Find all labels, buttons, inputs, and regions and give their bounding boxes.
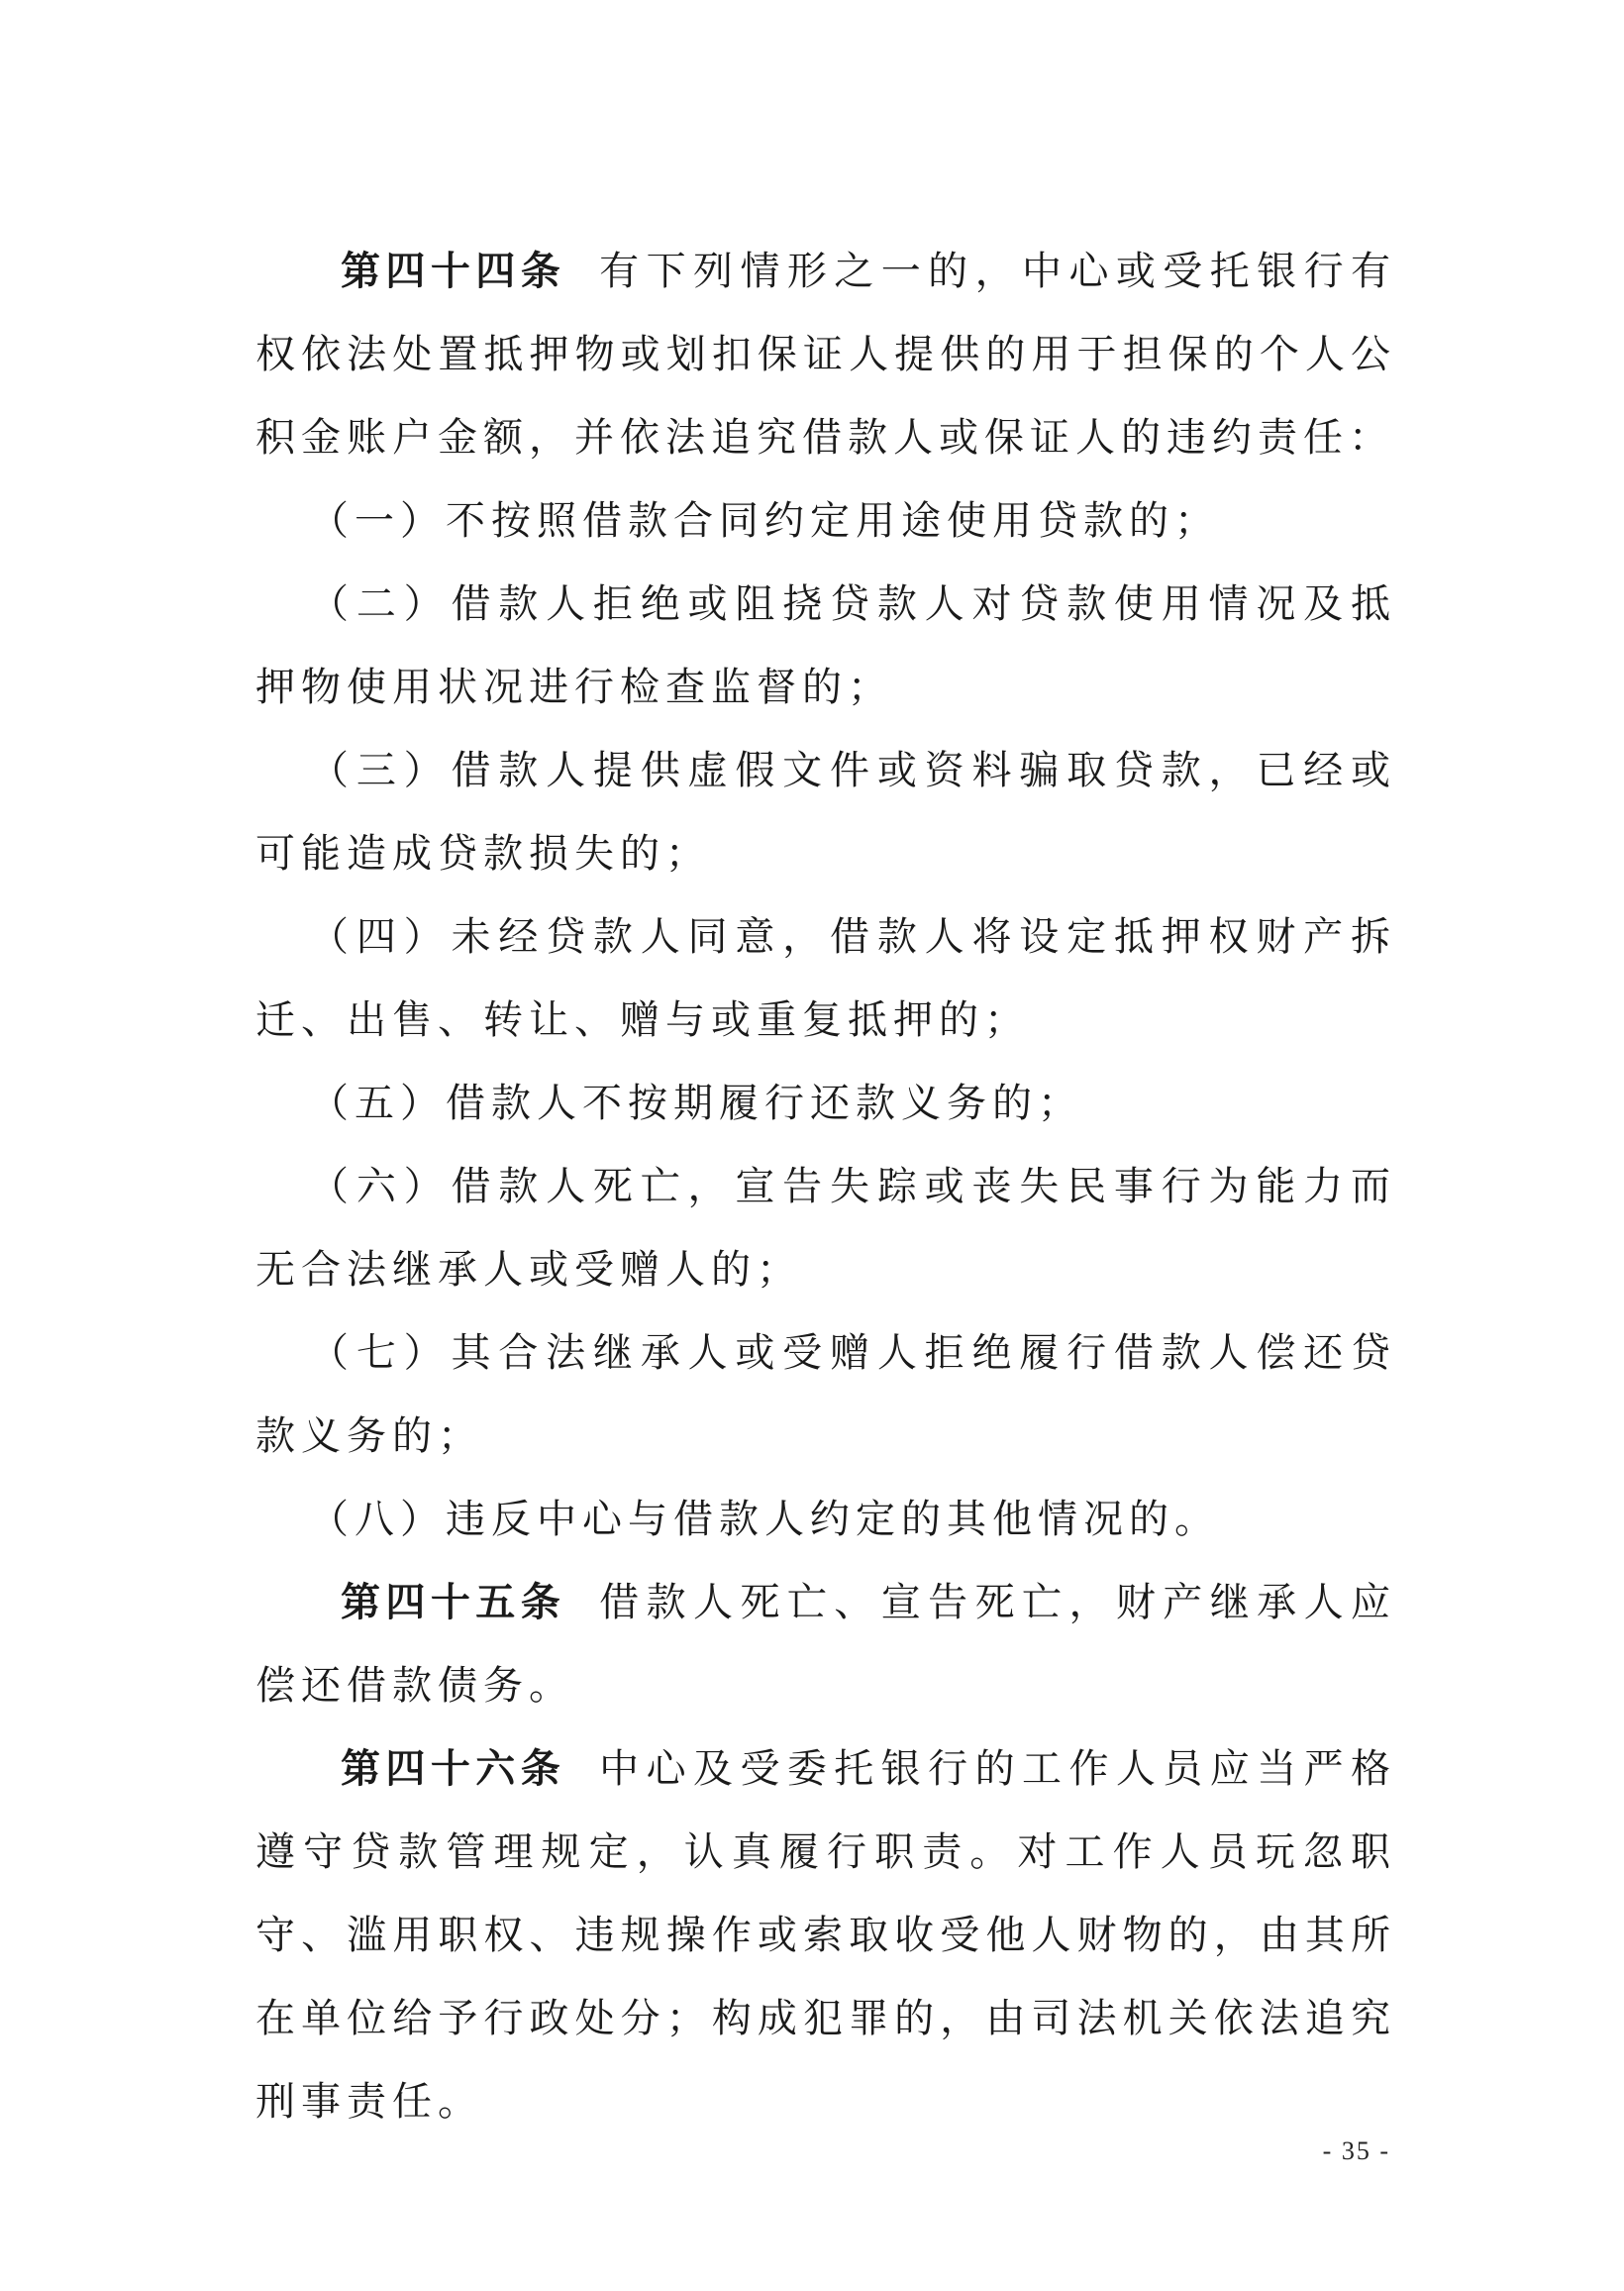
article-45-body: 借款人死亡、宣告死亡，财产继承人应偿还借款债务。 xyxy=(255,1580,1397,1709)
article-44-item-7: （七）其合法继承人或受赠人拒绝履行借款人偿还贷款义务的； xyxy=(255,1330,1396,1459)
article-44-item-4: （四）未经贷款人同意，借款人将设定抵押权财产拆迁、出售、转让、赠与或重复抵押的； xyxy=(255,914,1396,1043)
document-body xyxy=(255,230,1396,2143)
article-44-item-2: （二）借款人拒绝或阻挠贷款人对贷款使用情况及抵押物使用状况进行检查监督的； xyxy=(255,581,1396,710)
article-44-body: 有下列情形之一的，中心或受托银行有权依法处置抵押物或划扣保证人提供的用于担保的个人公积金账户金额，并依法追究借款人或保证人的违约责任： xyxy=(255,249,1397,461)
article-44-item-8: （八）违反中心与借款人约定的其他情况的。 xyxy=(309,1497,1220,1542)
article-46 xyxy=(255,1727,1396,2143)
article-44-item-1: （一）不按照借款合同约定用途使用贷款的； xyxy=(309,498,1220,544)
article-45 xyxy=(255,1561,1396,1727)
article-44 xyxy=(255,230,1396,479)
page-number: - 35 - xyxy=(1322,2136,1390,2165)
article-44-item-6: （六）借款人死亡，宣告失踪或丧失民事行为能力而无合法继承人或受赠人的； xyxy=(255,1164,1396,1293)
article-44-item-3: （三）借款人提供虚假文件或资料骗取贷款，已经或可能造成贷款损失的； xyxy=(255,748,1396,877)
article-46-title: 第四十六条 xyxy=(341,1746,566,1792)
article-44-title: 第四十四条 xyxy=(341,249,566,294)
article-44-item-5: （五）借款人不按期履行还款义务的； xyxy=(309,1081,1083,1126)
article-46-body: 中心及受委托银行的工作人员应当严格遵守贷款管理规定，认真履行职责。对工作人员玩忽职守、滥用职权、违规操作或索取收受他人财物的，由其所在单位给予行政处分；构成犯罪的，由司法机关依法追究刑事责任。 xyxy=(255,1746,1397,2125)
article-45-title: 第四十五条 xyxy=(341,1580,566,1625)
